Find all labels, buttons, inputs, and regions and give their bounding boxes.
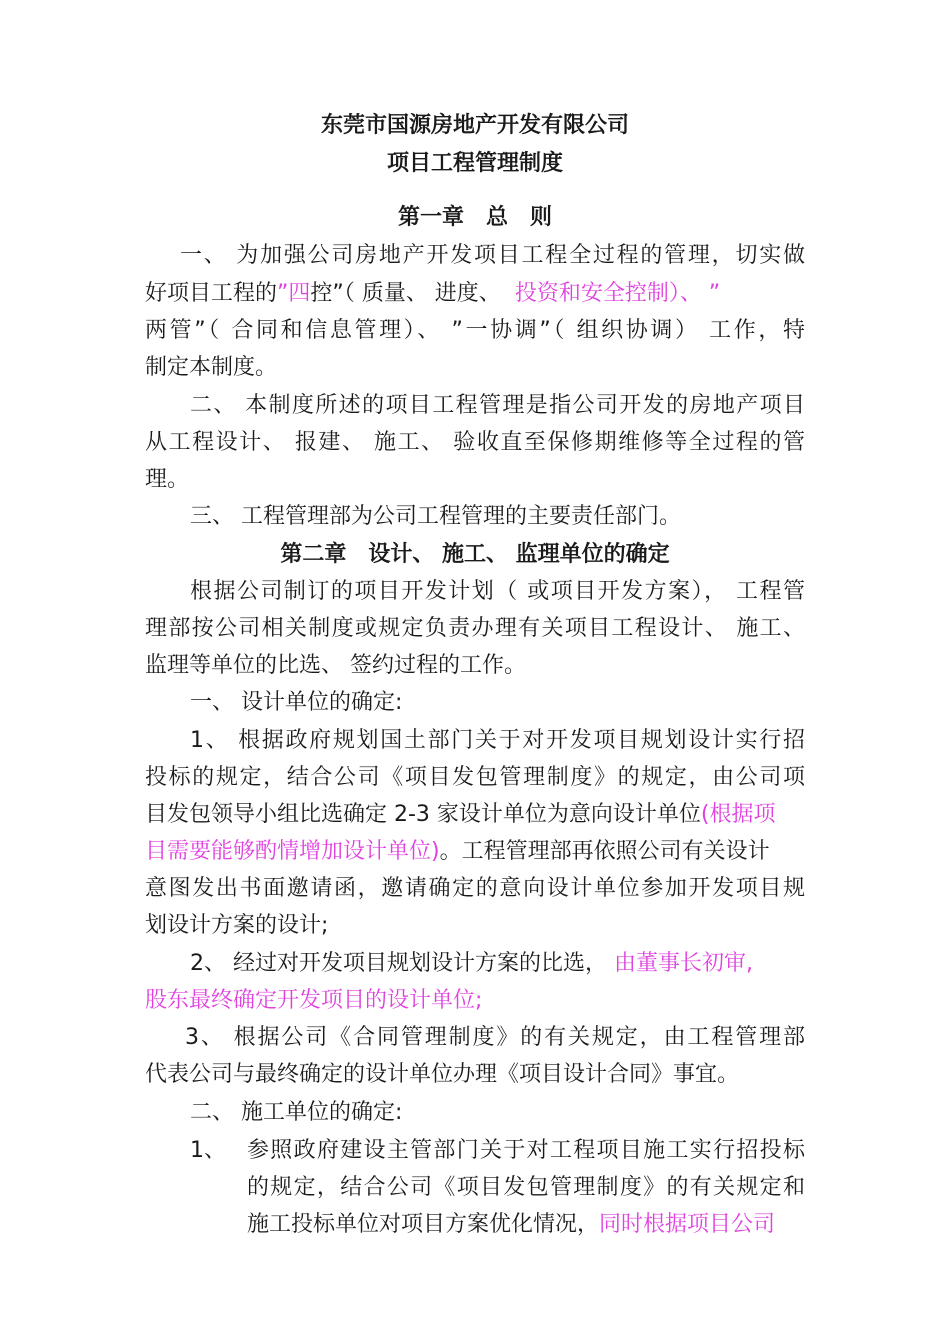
ch2-s1-i2-line2: 股东最终确定开发项目的设计单位; [145, 988, 483, 1013]
ch2-intro-line1: 根据公司制订的项目开发计划（ 或项目开发方案）， 工程管 [190, 579, 805, 604]
ch2-s1-i1-line4: 目需要能够酌情增加设计单位)。工程管理部再依照公司有关设计 [145, 839, 770, 864]
ch2-s2-i1-line1: 参照政府建设主管部门关于对工程项目施工实行招投标 [247, 1138, 805, 1163]
ch2-s1-i1-line3: 目发包领导小组比选确定 2-3 家设计单位为意向设计单位(根据项 [145, 802, 776, 827]
ch1-p1-line3: 两管”（ 合同和信息管理）、 ”一协调”（ 组织协调） 工作，特 [145, 318, 805, 343]
ch1-p2-line1: 二、 本制度所述的项目工程管理是指公司开发的房地产项目 [190, 393, 805, 418]
ch2-s2-i1-line2: 的规定，结合公司《项目发包管理制度》的有关规定和 [247, 1175, 805, 1200]
ch1-p3-line1: 三、 工程管理部为公司工程管理的主要责任部门。 [190, 504, 681, 529]
ch2-s1-i2-line1: 2、 经过对开发项目规划设计方案的比选， 由董事长初审, [190, 951, 753, 976]
ch1-p2-line3: 理。 [145, 467, 190, 492]
ch2-s1-i3-line1: 3、 根据公司《合同管理制度》的有关规定，由工程管理部 [185, 1025, 805, 1050]
ch2-s1-i1-line2: 投标的规定，结合公司《项目发包管理制度》的规定，由公司项 [145, 765, 805, 790]
ch2-s1-i1-line5: 意图发出书面邀请函，邀请确定的意向设计单位参加开发项目规 [145, 876, 805, 901]
ch2-s2-i1-line3: 施工投标单位对项目方案优化情况，同时根据项目公司 [247, 1212, 776, 1237]
ch2-s2-i1-number: 1、 [190, 1138, 226, 1163]
ch1-p1-line4: 制定本制度。 [145, 355, 278, 380]
chapter-1-heading: 第一章 总 则 [397, 205, 552, 230]
ch2-intro-line2: 理部按公司相关制度或规定负责办理有关项目工程设计、 施工、 [145, 616, 805, 641]
ch2-intro-line3: 监理等单位的比选、 签约过程的工作。 [145, 653, 526, 678]
ch2-s1-i1-line6: 划设计方案的设计; [145, 913, 329, 938]
ch2-s1-heading: 一、 设计单位的确定: [190, 690, 403, 715]
ch2-s2-heading: 二、 施工单位的确定: [190, 1100, 403, 1125]
document-title-company: 东莞市国源房地产开发有限公司 [320, 113, 629, 138]
ch1-p2-line2: 从工程设计、 报建、 施工、 验收直至保修期维修等全过程的管 [145, 430, 805, 455]
ch2-s1-i1-line1: 1、 根据政府规划国土部门关于对开发项目规划设计实行招 [190, 728, 805, 753]
ch1-p1-line1: 一、 为加强公司房地产开发项目工程全过程的管理，切实做 [180, 243, 805, 268]
ch1-p1-line2: 好项目工程的”四控”（ 质量、 进度、 投资和安全控制）、 ” [145, 281, 721, 306]
chapter-2-heading: 第二章 设计、 施工、 监理单位的确定 [280, 542, 670, 567]
ch2-s1-i3-line2: 代表公司与最终确定的设计单位办理《项目设计合同》事宜。 [145, 1062, 740, 1087]
document-title-regulation: 项目工程管理制度 [386, 151, 563, 176]
